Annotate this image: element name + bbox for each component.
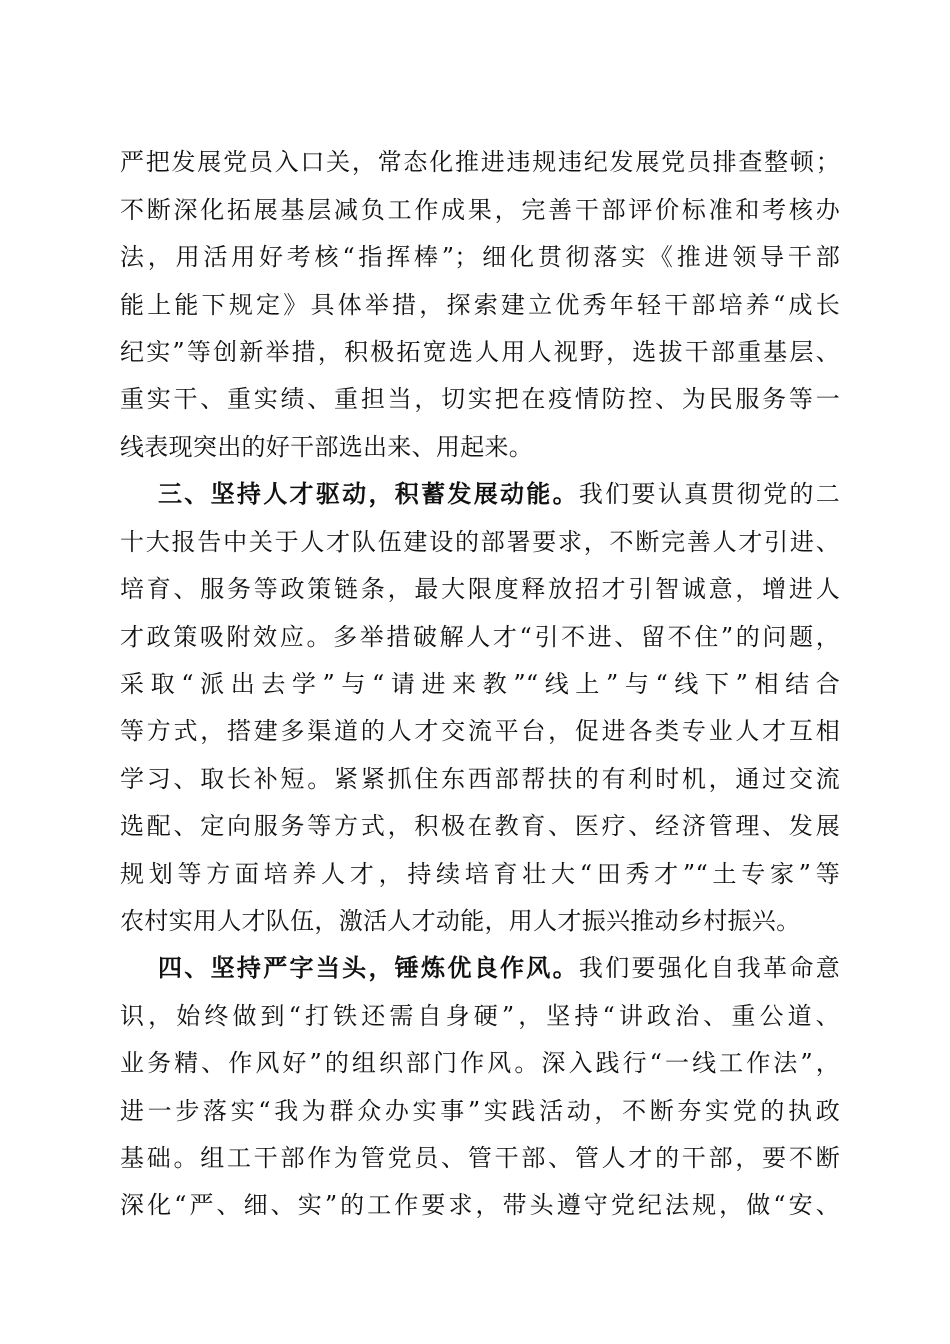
body-line: 采取“派出去学”与“请进来教”“线上”与“线下”相结合 bbox=[120, 670, 840, 698]
section-4-first-line bbox=[158, 952, 840, 984]
body-line: 等方式，搭建多渠道的人才交流平台，促进各类专业人才互相 bbox=[120, 717, 840, 745]
body-line: 培育、服务等政策链条，最大限度释放招才引智诚意，增进人 bbox=[120, 575, 840, 603]
section-3-heading: 三、坚持人才驱动，积蓄发展动能。 bbox=[158, 480, 579, 508]
body-text: 我们要认真贯彻党的二 bbox=[578, 480, 840, 508]
section-4-heading: 四、坚持严字当头，锤炼优良作风。 bbox=[158, 954, 579, 982]
body-line: 能上能下规定》具体举措，探索建立优秀年轻干部培养“成长 bbox=[120, 291, 840, 319]
body-line: 规划等方面培养人才，持续培育壮大“田秀才”“土专家”等 bbox=[120, 860, 840, 888]
body-line: 学习、取长补短。紧紧抓住东西部帮扶的有利时机，通过交流 bbox=[120, 765, 840, 793]
body-line: 选配、定向服务等方式，积极在教育、医疗、经济管理、发展 bbox=[120, 812, 840, 840]
body-line: 农村实用人才队伍，激活人才动能，用人才振兴推动乡村振兴。 bbox=[120, 907, 801, 935]
body-line: 深化“严、细、实”的工作要求，带头遵守党纪法规，做“安、 bbox=[120, 1191, 840, 1219]
body-line: 业务精、作风好”的组织部门作风。深入践行“一线工作法”， bbox=[120, 1049, 840, 1077]
body-line: 重实干、重实绩、重担当，切实把在疫情防控、为民服务等一 bbox=[120, 385, 840, 413]
body-line: 法，用活用好考核“指挥棒”；细化贯彻落实《推进领导干部 bbox=[120, 243, 840, 271]
section-3-first-line bbox=[158, 478, 840, 510]
body-text: 我们要强化自我革命意 bbox=[578, 954, 840, 982]
body-line: 线表现突出的好干部选出来、用起来。 bbox=[120, 433, 534, 461]
body-line: 识，始终做到“打铁还需自身硬”，坚持“讲政治、重公道、 bbox=[120, 1002, 840, 1030]
body-line: 基础。组工干部作为管党员、管干部、管人才的干部，要不断 bbox=[120, 1144, 840, 1172]
body-line: 进一步落实“我为群众办实事”实践活动，不断夯实党的执政 bbox=[120, 1097, 840, 1125]
body-line: 严把发展党员入口关，常态化推进违规违纪发展党员排查整顿； bbox=[120, 148, 840, 176]
body-line: 十大报告中关于人才队伍建设的部署要求，不断完善人才引进、 bbox=[120, 528, 840, 556]
body-line: 才政策吸附效应。多举措破解人才“引不进、留不住”的问题， bbox=[120, 623, 840, 651]
body-line: 纪实”等创新举措，积极拓宽选人用人视野，选拔干部重基层、 bbox=[120, 338, 840, 366]
body-line: 不断深化拓展基层减负工作成果，完善干部评价标准和考核办 bbox=[120, 196, 840, 224]
